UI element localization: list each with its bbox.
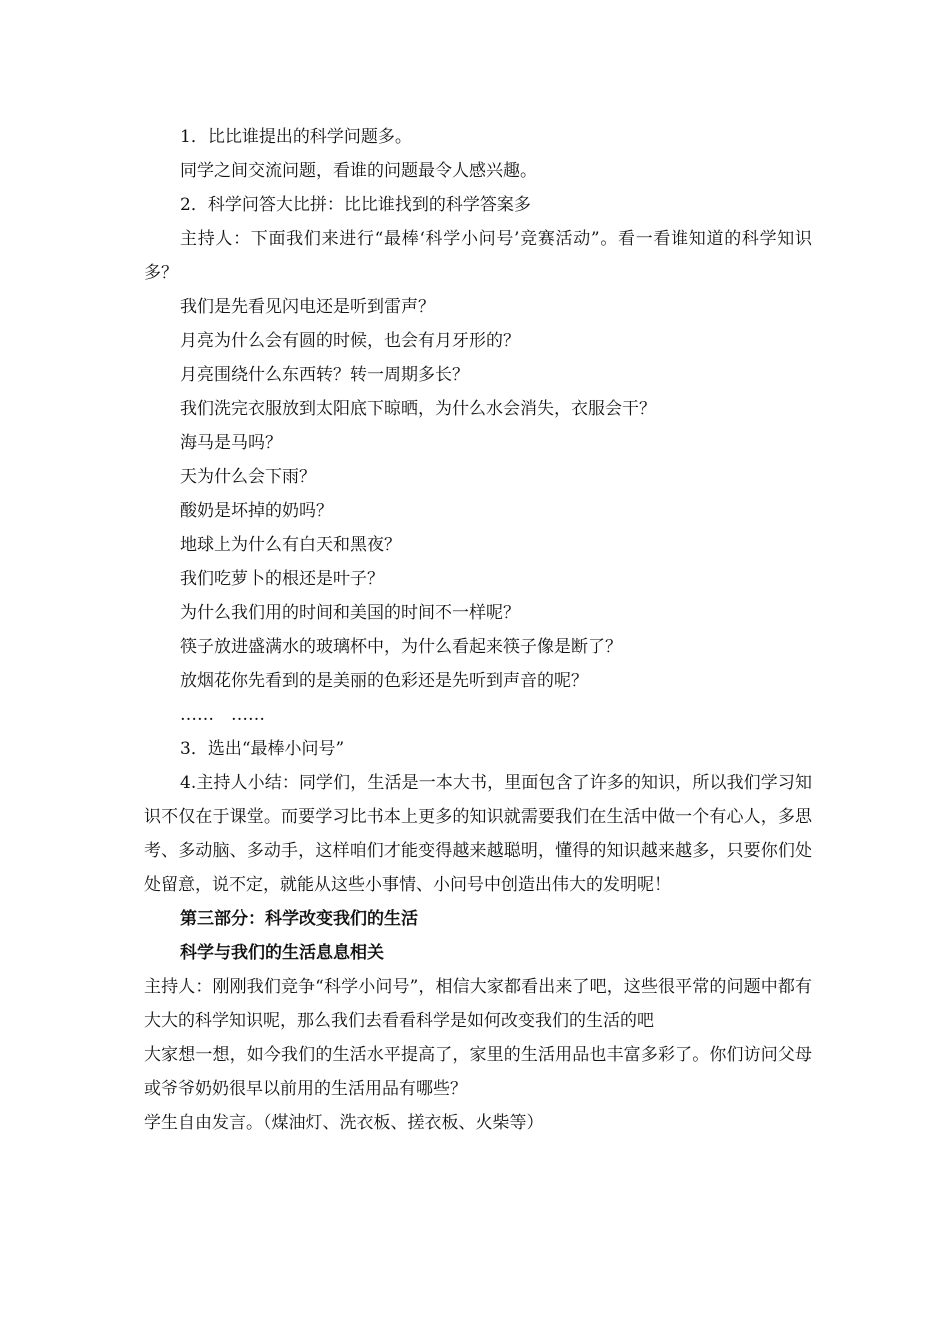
question-item: 我们吃萝卜的根还是叶子？: [180, 569, 384, 589]
question-item: 为什么我们用的时间和美国的时间不一样呢？: [180, 603, 520, 623]
document-page: [144, 120, 812, 1140]
question-item: 我们是先看见闪电还是听到雷声？: [180, 297, 435, 317]
item2-title: 2．科学问答大比拼：比比谁找到的科学答案多: [180, 195, 531, 215]
question-item: 筷子放进盛满水的玻璃杯中，为什么看起来筷子像是断了？: [180, 637, 622, 657]
section3-heading: 第三部分：科学改变我们的生活: [180, 909, 418, 929]
host-intro-paragraph: 主持人：下面我们来进行“最棒‘科学小问号’竞赛活动”。看一看谁知道的科学知识多？: [144, 229, 812, 283]
question-item: 我们洗完衣服放到太阳底下晾晒，为什么水会消失，衣服会干？: [180, 399, 656, 419]
question-item: 天为什么会下雨？: [180, 467, 316, 487]
section3-subheading: 科学与我们的生活息息相关: [180, 943, 384, 963]
host-paragraph-2: 大家想一想，如今我们的生活水平提高了，家里的生活用品也丰富多彩了。你们访问父母或爷爷奶奶很早以前用的生活用品有哪些？: [144, 1045, 812, 1099]
question-list: [144, 290, 812, 698]
item1-title: 1．比比谁提出的科学问题多。: [180, 127, 412, 147]
question-item: 月亮围绕什么东西转？转一周期多长？: [180, 365, 469, 385]
host-summary-paragraph: 4.主持人小结：同学们，生活是一本大书，里面包含了许多的知识，所以我们学习知识不仅在于课堂。而要学习比书本上更多的知识就需要我们在生活中做一个有心人，多思考、多动脑、多动手，这样咱们才能变得越来越聪明，懂得的知识越来越多，只要你们处处留意，说不定，就能从这些小事情、小问号中创造出伟大的发明呢！: [144, 773, 812, 895]
students-response: 学生自由发言。（煤油灯、洗衣板、搓衣板、火柴等）: [144, 1113, 544, 1133]
item3-title: 3．选出“最棒小问号”: [180, 739, 345, 759]
ellipsis-line: …… ……: [180, 705, 265, 725]
question-item: 酸奶是坏掉的奶吗？: [180, 501, 333, 521]
question-item: 放烟花你先看到的是美丽的色彩还是先听到声音的呢？: [180, 671, 588, 691]
question-item: 海马是马吗？: [180, 433, 282, 453]
question-item: 地球上为什么有白天和黑夜？: [180, 535, 401, 555]
item1-description: 同学之间交流问题，看谁的问题最令人感兴趣。: [180, 161, 537, 181]
question-item: 月亮为什么会有圆的时候，也会有月牙形的？: [180, 331, 520, 351]
host-paragraph-1: 主持人：刚刚我们竞争“科学小问号”，相信大家都看出来了吧，这些很平常的问题中都有大大的科学知识呢，那么我们去看看科学是如何改变我们的生活的吧: [144, 977, 812, 1031]
